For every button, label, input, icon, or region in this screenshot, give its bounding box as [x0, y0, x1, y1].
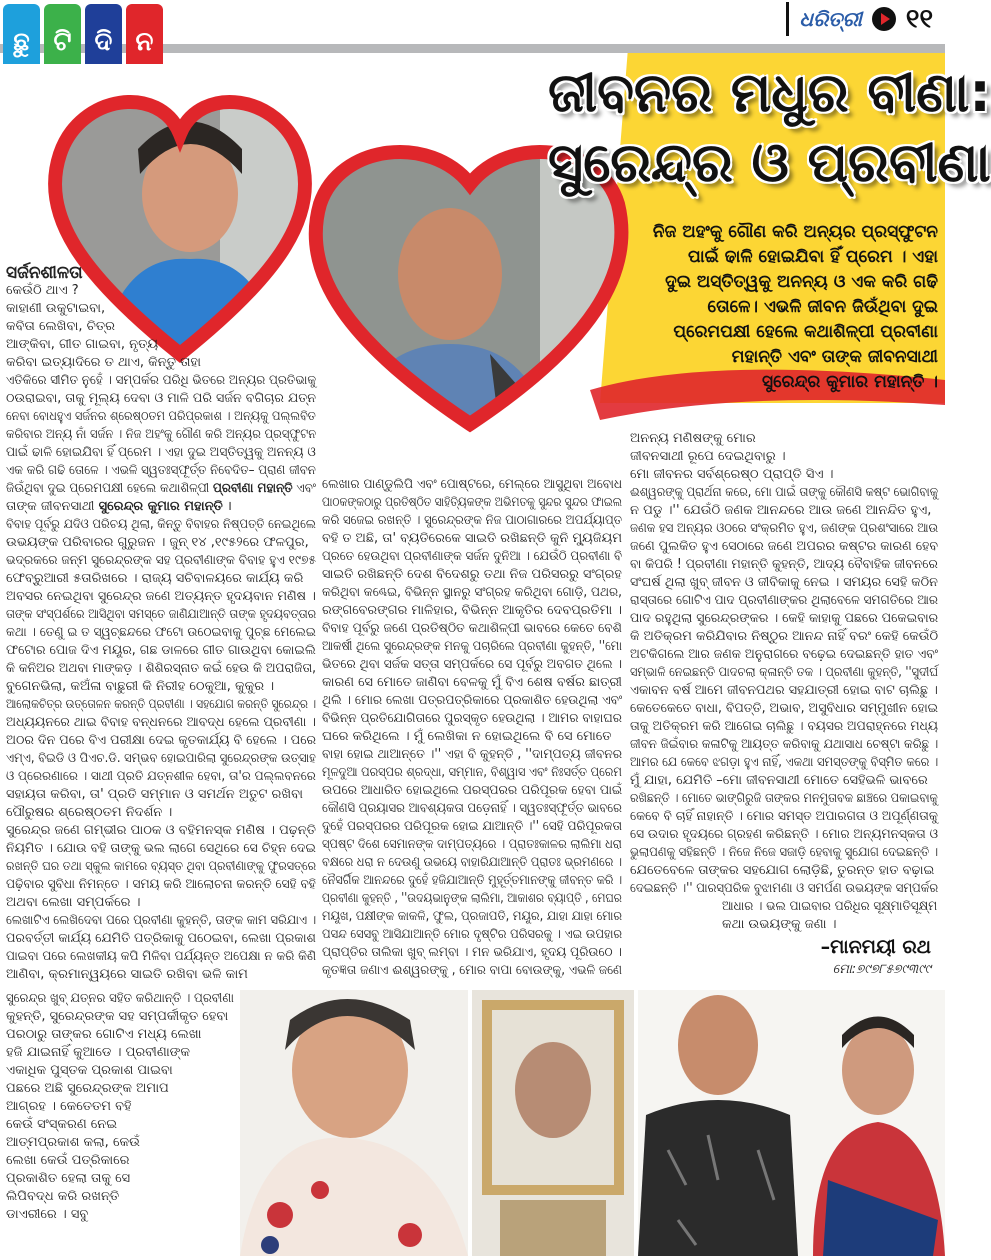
text-line: ବିଭିନ୍ନ ପ୍ରତିଯୋଗିତାରେ ପୁରସ୍କୃତ ହେଉଥିଲା । ଆମର ବାହାଘର: [322, 711, 622, 726]
standfirst: [620, 220, 938, 395]
text-line: ଏକାଧିକ ପୁସ୍ତକ ପ୍ରକାଶ ପାଇବା: [6, 1063, 173, 1078]
text-line: ଆମର ଯେ କେବେ ଝଗଡ଼ା ହୁଏ ନାହିଁ, ଏକଥା ସମସ୍ତଙ୍କୁ ବିସ୍ମିତ କରେ ।: [630, 755, 939, 770]
text-line: ଅନନ୍ୟ ମଣିଷଙ୍କୁ ମୋର: [630, 431, 756, 446]
text-line: ପାଦ ରହୁଥିଲା ସୁରେନ୍ଦ୍ରଙ୍କର । କେହି କାହାକୁ ପଛରେ ପକେଇବାର: [630, 611, 939, 626]
text-line: ବୁଗେନଭିଲା, କଅଁଳା ବାଛୁରୀ କି ନିରୀହ ଠେକୁଆ, କୁକୁର ।: [6, 679, 275, 694]
text-line: ପୌରୁଷର ଶ୍ରେଷ୍ଠତମ ନିଦର୍ଶନ ।: [6, 805, 173, 820]
text-line: ରାସ୍ତାରେ ଗୋଟିଏ ପାଦ ପ୍ରବୀଣାଙ୍କର ଥିଲାବେଳେ ସମଗତିରେ ଆର: [630, 593, 939, 608]
standfirst-line: ମହାନ୍ତି ଏବଂ ତାଙ୍କ ଜୀବନସାଥୀ: [731, 347, 938, 367]
standfirst-line: ପାଇଁ ଢାଳି ହୋଇଯିବା ହିଁ ପ୍ରେମ । ଏହା: [688, 247, 938, 267]
photo-frame-portrait: [472, 990, 634, 1256]
text-line: ପାଇଁ ଢାଳି ହୋଇଯିବା ହିଁ ପ୍ରେମ । ଏହା ଦୁଇ ଅସ୍ତିତ୍ୱକୁ ଅନନ୍ୟ ଓ: [6, 445, 316, 460]
text-line: କରିବାର ଅନ୍ୟ ନାଁ ସର୍ଜନ । ନିଜ ଅହଂକୁ ଗୌଣ କରି ଅନ୍ୟର ପ୍ରସ୍ଫୁଟନ: [6, 427, 317, 442]
text-line: ଆଣିବା, କ୍ରମାନ୍ୱୟରେ ସାଇତି ରଖିବା ଭଳି କାମ: [6, 967, 248, 982]
text-line: ଲେଖା କେଉଁ ପତ୍ରିକାରେ: [6, 1153, 130, 1168]
text-line: ଅଠର ଦିନ ପରେ ବିଏ ପରୀକ୍ଷା ଦେଇ କୃତକାର୍ଯ୍ୟ ବି ହେଲେ । ପରେ: [6, 733, 317, 748]
text-line: ପରବର୍ତ୍ତୀ କାର୍ଯ୍ୟ ଯେମିତି ପତ୍ରିକାକୁ ପଠେଇବା, ଲେଖା ପ୍ରକାଶ: [6, 931, 316, 946]
standfirst-line: ତୋଳେ। ଏଭଳି ଜୀବନ ଜିଉଁଥିବା ଦୁଇ: [707, 297, 938, 317]
text-line: କେଉଁ ସଂସ୍କରଣ ନେଇ: [6, 1117, 118, 1132]
text-line: ସୁରେନ୍ଦ୍ର ଖୁବ୍ ଯତ୍ନର ସହିତ କରିଥାନ୍ତି । ପ୍ରବୀଣା: [6, 991, 234, 1006]
text-line: କୁହନ୍ତି, ସୁରେନ୍ଦ୍ରଙ୍କ ସହ ସମ୍ପର୍କୀକୃତ ହେବା: [6, 1009, 229, 1024]
play-arrow-icon: [872, 7, 896, 31]
text-line: ପାଇବା ପରେ ଲେଖକୀୟ କପି ମିଳିବା ପର୍ଯ୍ୟନ୍ତ ଅପେକ୍ଷା ନ କରି କିଣି: [6, 949, 317, 964]
text-line: କି କନିଅର ଅଥବା ମାଙ୍କଡ଼ । ଶିଶିରସ୍ନାତ କଇଁ ହେଉ କି ଅପରାଜିତା,: [6, 661, 317, 676]
text-line: ମୁଁ ଯାହା, ଯେମିତି –ମୋ ଜୀବନସାଥୀ ମୋତେ ସେହିଭଳି ଭାବରେ: [630, 773, 928, 788]
text-line: ପ୍ରକାଶିତ ହେଲା ତାକୁ ସେ: [6, 1171, 131, 1186]
standfirst-line: ସୁରେନ୍ଦ୍ର କୁମାର ମହାନ୍ତି ।: [762, 372, 938, 392]
text-line: ଦେଇଛନ୍ତି ।'' ପାରସ୍ପରିକ ବୁଝାମଣା ଓ ସମର୍ପଣ ଉଭୟଙ୍କ ସମ୍ପର୍କର: [630, 881, 939, 896]
text-line: ଜୀବନ ଜିଇଁବାର କଳାଟିକୁ ଆୟତ୍ତ କରିବାକୁ ଯଥାସାଧ ଚେଷ୍ଟା କରିଛୁ ।: [630, 737, 939, 752]
text-line: ପ୍ରବୀଣା କୁହନ୍ତି , ''ଉଦୟଭାନୁଙ୍କ ଲାଲିମା, ଆକାଶର ବ୍ୟାପ୍ତି , ମେଘର: [322, 891, 622, 906]
text-line: ରଖିଛନ୍ତି । ମୋତେ ଭାଙ୍ଗିରୁଜି ତାଙ୍କର ମନମୁତାବକ ଛାଞ୍ଚରେ ପକାଇବାକୁ: [630, 791, 938, 806]
text-line: ଏତିକିରେ ସୀମିତ ନୁହେଁ । ସମ୍ପର୍କର ପରିଧି ଭିତରେ ଅନ୍ୟର ପ୍ରତିଭାକୁ: [6, 373, 317, 388]
standfirst-line: ନିଜ ଅହଂକୁ ଗୌଣ କରି ଅନ୍ୟର ପ୍ରସ୍ଫୁଟନ: [652, 222, 938, 242]
text-segment: ଜିଉଁଥିବା ଦୁଇ ପ୍ରେମପକ୍ଷୀ ହେଲେ କଥାଶିଳ୍ପୀ: [6, 481, 214, 496]
text-line: ସହାୟତା କରିବା, ତା' ପ୍ରତି ସମ୍ମାନ ଓ ସମର୍ଥନ ଅତୁଟ ରଖିବା: [6, 787, 303, 802]
section-letter: ଦି: [85, 4, 122, 64]
text-line: ଡାଏରୀରେ । ସବୁ: [6, 1207, 89, 1222]
text-line: ଏକ କରି ଗଢି ତୋଳେ । ଏଭଳି ସ୍ୱତଃସ୍ଫୂର୍ତ୍ତ ନିବେଦିତ– ପ୍ରାଣ ଜୀବନ: [6, 463, 316, 478]
brand-logo: ଧରିତ୍ରୀ: [799, 7, 862, 31]
text-line: ସର୍ଜନଶୀଳତା: [6, 263, 83, 283]
text-line: ଆଗ୍ରହ । କେତେତମ ବହି: [6, 1099, 132, 1114]
text-line: ସଂଘର୍ଷ ଥିଲା ଖୁବ୍ ଜୀବନ ଓ ଜୀବିକାକୁ ନେଇ । ସମୟର ସେହି କଠିନ: [630, 575, 938, 590]
text-line: ଆକର୍ଷୀ ଥିଲେ ସୁରେନ୍ଦ୍ରଙ୍କ ମନକୁ ପଚାରିଲେ ପ୍ରବୀଣା କୁହନ୍ତି, ''ମୋ: [322, 639, 622, 654]
text-line: ଉପରେ ଆଧାରିତ ହୋଇଥିଲେ ପରସ୍ପରର ପରିପୂରକ ହେବା ପାଇଁ: [322, 783, 623, 798]
standfirst-line: ପ୍ରେମପକ୍ଷୀ ହେଲେ କଥାଶିଳ୍ପୀ ପ୍ରବୀଣା: [673, 322, 938, 342]
text-line: ତାଙ୍କ ସଂସ୍ପର୍ଶରେ ଆସିଥିବା ସମସ୍ତେ ଜାଣିଯାଆନ୍ତି ତାଙ୍କ ହୃଦୟବତ୍ତାର: [6, 607, 317, 622]
text-line: ଆଧାର । ଭଲ ପାଇବାର ପରିଧିର ସୂକ୍ଷ୍ମାତିସୂକ୍ଷ୍ମ: [722, 899, 938, 914]
text-line: ଲିପିବଦ୍ଧ କରି ରଖନ୍ତି: [6, 1189, 120, 1204]
text-line: ଈଶ୍ୱରଙ୍କୁ ପ୍ରାର୍ଥନା କରେ, ମୋ ପାଇଁ ତାଙ୍କୁ କୌଣସି କଷ୍ଟ ଭୋଗିବାକୁ: [630, 485, 939, 500]
text-line: ଫଟୋର ପୋଜ ଦିଏ ମୟୂର, ଗଛ ଡାଳରେ ଗୀତ ଗାଉଥିବା କୋଇଲି: [6, 643, 316, 658]
text-line: କେଉଁଠି ଥାଏ ?: [6, 283, 79, 298]
text-line: ଜଣେ ପୁଲକିତ ହୁଏ ସେଠାରେ ଜଣେ ଅପରର କଷ୍ଟର କାରଣ ହେବ: [630, 539, 939, 554]
section-letter: ଛୁ: [3, 4, 40, 64]
text-line: ପଛରେ ଅଛି ସୁରେନ୍ଦ୍ରଙ୍କ ଅମାପ: [6, 1081, 169, 1096]
text-line: ପସନ୍ଦ ସେସବୁ ଆସିଯାଆନ୍ତି ମୋର ଦୃଷ୍ଟିର ପରିସରକୁ । ଏଇ ଉପହାର: [322, 927, 623, 942]
text-line: [6, 480, 316, 498]
headline-line: ସୁରେନ୍ଦ୍ର ଓ ପ୍ରବୀଣା: [548, 131, 991, 194]
newspaper-brand: [786, 2, 933, 36]
text-line: କରି ସଜେଇ ରଖନ୍ତି । ସୁରେନ୍ଦ୍ରଙ୍କ ନିଜ ପାଠାଗାରରେ ଅପର୍ଯ୍ୟାପ୍ତ: [322, 513, 622, 528]
text-segment: ଏବଂ: [292, 481, 316, 496]
bold-name: ପ୍ରବୀଣା ମହାନ୍ତି: [213, 481, 293, 496]
text-line: ସମ୍ଭାଳି ନେଇଛନ୍ତି ପାଦଚଲା କ୍ଳାନ୍ତି ତକ । ପ୍ରବୀଣା କୁହନ୍ତି, ''ସୁଦୀର୍ଘ: [630, 665, 939, 680]
photo-pravina-writing: [240, 990, 468, 1256]
text-line: ନିୟମିତ । ଯୋଉ ବହି ତାଙ୍କୁ ଭଲ ଲାଗେ ସେଥିରେ ସେ ଚିହ୍ନ ଦେଇ: [6, 841, 316, 856]
text-line: ଭିତରେ ଥିବା ସର୍ଜକ ସତ୍ତା ସମ୍ପର୍କରେ ସେ ପୂର୍ବରୁ ଅବଗତ ଥିଲେ ।: [322, 657, 623, 672]
article-column-left-tail: [6, 990, 258, 1224]
headline: [548, 58, 991, 198]
text-line: କୃତଜ୍ଞତା ଜଣାଏ ଈଶ୍ୱରଙ୍କୁ , ମୋର ବାପା ବୋଉଙ୍କୁ, ଏଭଳି ଜଣେ: [322, 963, 623, 978]
bold-name: ସୁରେନ୍ଦ୍ର କୁମାର ମହାନ୍ତି: [98, 499, 223, 514]
text-line: ଠଉରାଇବା, ତାକୁ ମୂଲ୍ୟ ଦେବା ଓ ମାଳି ପରି ସର୍ଜନ ବଗିଚାର ଯତ୍ନ: [6, 391, 317, 406]
text-line: ସେ ଉଦାର ହୃଦୟରେ ଗ୍ରହଣ କରିଛନ୍ତି । ମୋର ଅନ୍ୟମନସ୍କତା ଓ: [630, 827, 938, 842]
text-line: ଅବସର ନେଇଥିବା ସୁରେନ୍ଦ୍ର ଜଣେ ଅତ୍ୟନ୍ତ ହୃଦୟବାନ ମଣିଷ ।: [6, 589, 316, 604]
text-line: ଅଟକିଗଲେ ଆର ଜଣକ ଅନୁରାଗରେ ବଢ଼େଇ ଦେଇଛନ୍ତି ହାତ ଏବଂ: [630, 647, 938, 662]
text-line: ନ ପଡୁ ।'' ଯେଉଁଠି ଜଣକ ଆନନ୍ଦରେ ଆଉ ଜଣେ ଆନନ୍ଦିତ ହୁଏ,: [630, 503, 932, 518]
author-phone: ମୋ:୭୯୭୮୫୭୯୩୯୯: [832, 962, 931, 977]
text-line: କେତେକେତେ ବାଧା, ବିପତ୍ତି, ଅଭାବ, ଅସୁବିଧାର ସମ୍ମୁଖୀନ ହୋଇ: [630, 701, 939, 716]
text-line: ହଜି ଯାଇନାହିଁ କୁଆଡେ । ପ୍ରବୀଣାଙ୍କ: [6, 1045, 191, 1060]
text-line: ମୟୂଖ, ପକ୍ଷୀଙ୍କ କାକଳି, ଫୁଲ, ପ୍ରଜାପତି, ମୟୂର, ଯାହା ଯାହା ମୋର: [322, 909, 623, 924]
text-line: ମୋ ଜୀବନର ସର୍ବଶ୍ରେଷ୍ଠ ପ୍ରାପ୍ତି ସିଏ ।: [630, 467, 834, 482]
text-line: ଲେଖାଟିଏ ଲେଖିଦେବା ପରେ ପ୍ରବୀଣା କୁହନ୍ତି, ତାଙ୍କ କାମ ସରିଯାଏ ।: [6, 913, 317, 928]
text-line: କୌଣସି ପ୍ରୟାସର ଆବଶ୍ୟକତା ପଡ଼େନାହିଁ । ସ୍ୱତଃସ୍ଫୂର୍ତ୍ତ ଭାବରେ: [322, 801, 622, 816]
text-line: ଫେବ୍ରୁଆରୀ ୫ତାରିଖରେ । ରାଜ୍ୟ ସଚିବାଳୟରେ କାର୍ଯ୍ୟ କରି: [6, 571, 304, 586]
text-line: ବା କିପରି ! ପ୍ରବୀଣା ମହାନ୍ତି କୁହନ୍ତି, ଆଦ୍ୟ ବୈବାହିକ ଜୀବନରେ: [630, 557, 938, 572]
text-line: ସ୍ପଷ୍ଟ ଦିଶେ ସେମାନଙ୍କ ଦାମ୍ପତ୍ୟରେ । ପ୍ରାତଃକାଳର ଲାଲିମା ଧରା: [322, 837, 622, 852]
text-line: କେବେ ବି ଚାହିଁ ନାହାନ୍ତି । ମୋର ସମସ୍ତ ଅପାରଗତା ଓ ଅପୂର୍ଣ୍ଣତାକୁ: [630, 809, 938, 824]
text-line: ଆଲୋକଚିତ୍ର ଉତ୍ତୋଳନ କରନ୍ତି ପ୍ରବୀଣା । ସହଯୋଗ କରନ୍ତି ସୁରେନ୍ଦ୍ର ।: [6, 697, 317, 712]
text-line: ନୈସର୍ଗିକ ଆନନ୍ଦରେ ଦୁହେଁ ହଜିଯାଆନ୍ତି ମୁହୂର୍ତ୍ତମାନଙ୍କୁ ଜୀବନ୍ତ କରି ।: [322, 873, 623, 888]
text-line: କବିତା ଲେଖିବା, ଚିତ୍ର: [6, 319, 115, 334]
text-line: ବିବାହ ପୂର୍ବରୁ ଯଦିଓ ପରିଚୟ ଥିଲା, କିନ୍ତୁ ବିବାହର ନିଷ୍ପତ୍ତି ନେଇଥିଲେ: [6, 517, 316, 532]
text-line: ଅଥବା ଲେଖା ସମ୍ପର୍କରେ ।: [6, 895, 141, 910]
text-line: ଆତ୍ମପ୍ରକାଶ କଲା, କେଉଁ: [6, 1135, 140, 1150]
text-line: ଘରେ କରିଥିଲେ । ମୁଁ ଲେଖିକା ନ ହୋଇଥିଲେ ବି ସେ ମୋତେ: [322, 729, 612, 744]
text-line: ପ୍ରତେ ହେଉଥିବା ପ୍ରବୀଣାଙ୍କ ସର୍ଜନ ଦୁନିଆ । ଯେଉଁଠି ପ୍ରବୀଣା ବି: [322, 549, 623, 564]
photo-couple: [638, 990, 945, 1256]
text-line: କଥା । ତେଣୁ ଇ ତ ସ୍ୱଚ୍ଛନ୍ଦରେ ଫଟୋ ଉଠେଇବାକୁ ପୁଚ୍ଛ ମେଲେଇ: [6, 625, 316, 640]
text-line: ଯେତେବେଳେ ତାଙ୍କର ସହଯୋଗ ଲୋଡ଼ିଛି, ତୁରନ୍ତ ହାତ ବଢ଼ାଇ: [630, 863, 935, 878]
headline-line: ଜୀବନର ମଧୁର ବୀଣା:: [548, 61, 991, 124]
page-number: ୧୧: [905, 3, 933, 34]
article-intro: [6, 264, 201, 372]
text-line: ବହି ତ ଅଛି, ତା' ବ୍ୟତିରେକେ ସାଇତି ରଖିଛନ୍ତି କୁନି ମ୍ୟୁଜିୟମ: [322, 531, 622, 546]
text-line: ପଢ଼ିବାର ସୁବିଧା ନିମନ୍ତେ । ସମୟ କରି ଆଲୋଚନା କରନ୍ତି ସେହି ବହି: [6, 877, 316, 892]
text-line: ଭଦ୍ରକରେ ଜନ୍ମ ସୁରେନ୍ଦ୍ରଙ୍କ ସହ ପ୍ରବୀଣାଙ୍କ ବିବାହ ହୁଏ ୧୯୭୫: [6, 553, 317, 568]
text-line: ଏମ୍ଏ, ବିଇଡି ଓ ପିଏଚ.ଡି. ସମ୍ଭବ ହୋଇପାରିଲା ସୁରେନ୍ଦ୍ରଙ୍କ ଉତ୍ସାହ: [6, 751, 316, 766]
text-line: ବିବାହ ପୂର୍ବରୁ ଜଣେ ପ୍ରତିଷ୍ଠିତ କଥାଶିଳ୍ପୀ ଭାବରେ କେତେ ବେଶି: [322, 621, 622, 636]
text-line: ଦୁହେଁ ପରସ୍ପରର ପରିପୂରକ ହୋଇ ଯାଆନ୍ତି ।'' ସେହି ପରିପୂରକତା: [322, 819, 623, 834]
text-line: ନେବା ବୋଧହୁଏ ସର୍ଜନର ଶ୍ରେଷ୍ଠତମ ପରିପ୍ରକାଶ । ଅନ୍ୟକୁ ପଲ୍ଲବିତ: [6, 409, 316, 424]
section-letter: ଟି: [44, 4, 81, 64]
text-line: ବକ୍ଷରେ ଧରା ନ ଦେଉଣୁ ଉଭୟେ ବାହାରିଯାଆନ୍ତି ପ୍ରାତଃ ଭ୍ରମଣରେ ।: [322, 855, 623, 870]
text-line: ଓ ପ୍ରେରଣାରେ । ସାଥୀ ପ୍ରତି ଯତ୍ନଶୀଳ ହେବା, ତା'ର ପଲ୍ଲବନରେ: [6, 769, 316, 784]
text-line: କି ଅତିକ୍ରମ କରିଯିବାର ନିଷ୍ଠୁର ଆନନ୍ଦ ନାହିଁ ବରଂ କେହି କେଉଁଠି: [630, 629, 939, 644]
text-line: ଉଭୟଙ୍କ ପରିବାରର ଗୁରୁଜନ । ଜୁନ୍ ୧୪ ,୧୯୫୨ରେ ଫଳପୁର,: [6, 535, 309, 550]
text-line: ଏକାବନ ବର୍ଷ ଆମେ ଜୀବନପଥର ସହଯାତ୍ରୀ ହୋଇ ବାଟ ଚାଲିଛୁ ।: [630, 683, 938, 698]
text-line: ତାକୁ ଅତିକ୍ରମ କରି ଆଗେଇ ଚାଲିଛୁ । ବୟସର ଅପରାହ୍ନରେ ମଧ୍ୟ: [630, 719, 938, 734]
text-segment: ତାଙ୍କ ଜୀବନସାଥୀ: [6, 499, 99, 514]
divider: [786, 2, 789, 36]
text-line: ବାହା ହୋଇ ଥାଆନ୍ତେ ।'' ଏହା ବି କୁହନ୍ତି , ''ଦାମ୍ପତ୍ୟ ଜୀବନର: [322, 747, 623, 762]
text-line: ରଙ୍ଗବେରଙ୍ଗର ମାଳିହାର, ବିଭିନ୍ନ ଆକୃତିର ଦେବପ୍ରତିମା ।: [322, 603, 623, 618]
text-line: ପାଠକଙ୍କଠାରୁ ପ୍ରତିଷ୍ଠିତ ସାହିତ୍ୟିକଙ୍କ ଅଭିମତକୁ ସୁନ୍ଦର ସୁନ୍ଦର ଫାଇଲ: [322, 495, 623, 510]
text-line: ଜୀବନସାଥୀ ରୂପେ ଦେଇଥିବାରୁ ।: [630, 449, 786, 464]
text-line: ମୂଳଦୁଆ ପରସ୍ପର ଶ୍ରଦ୍ଧା, ସମ୍ମାନ, ବିଶ୍ୱାସ ଏବଂ ନିଃସର୍ତ୍ତ ପ୍ରେମ: [322, 765, 622, 780]
text-line: ଭୁଲାପଣକୁ ସହିଛନ୍ତି । ନିଜେ ନିଜେ ସଜାଡ଼ି ହେବାକୁ ସୁଯୋଗ ଦେଇଛନ୍ତି ।: [630, 845, 939, 860]
text-line: ଥିଲି । ମୋର ଲେଖା ପତ୍ରପତ୍ରିକାରେ ପ୍ରକାଶିତ ହେଉଥିଲା ଏବଂ: [322, 693, 623, 708]
section-letter: ନ: [126, 4, 163, 64]
text-line: ରଖନ୍ତି ଘର ତଥା ସ୍କୁଲ କାମରେ ବ୍ୟସ୍ତ ଥିବା ପ୍ରବୀଣାଙ୍କୁ ଫୁରସତ୍‌ରେ: [6, 859, 317, 874]
text-line: ପରଠାରୁ ତାଙ୍କର ଗୋଟିଏ ମଧ୍ୟ ଲେଖା: [6, 1027, 202, 1042]
text-line: [6, 498, 232, 516]
article-column-right: [630, 430, 986, 898]
article-column-right-tail: [722, 898, 957, 934]
text-line: ଅଧ୍ୟୟନରେ ଥାଇ ବିବାହ ବନ୍ଧନରେ ଆବଦ୍ଧ ହେଲେ ପ୍ରବୀଣା ।: [6, 715, 316, 730]
text-segment: ।: [222, 499, 232, 514]
text-line: କାରଣ ସେ ମୋତେ ଜାଣିବା ବେଳକୁ ମୁଁ ବିଏ ଶେଷ ବର୍ଷର ଛାତ୍ରୀ: [322, 675, 622, 690]
text-line: ସୁରେନ୍ଦ୍ର ଜଣେ ଗମ୍ଭୀର ପାଠକ ଓ ବହିମନସ୍କ ମଣିଷ । ପଢ଼ନ୍ତି: [6, 823, 316, 838]
standfirst-line: ଦୁଇ ଅସ୍ତିତ୍ୱକୁ ଅନନ୍ୟ ଓ ଏକ କରି ଗଢି: [665, 272, 938, 292]
text-line: ସାଇତି ରଖିଛନ୍ତି ଦେଶ ବିଦେଶରୁ ତଥା ନିଜ ପରିସରରୁ ସଂଗ୍ରହ: [322, 567, 622, 582]
text-line: କଥା ଉଭୟଙ୍କୁ ଜଣା ।: [722, 917, 837, 932]
text-line: କାହାଣୀ ଉକୁଟାଇବା,: [6, 301, 106, 316]
text-line: ଲେଖାର ପାଣ୍ଡୁଲିପି ଏବଂ ପୋଷ୍ଟରେ, ମେଲ୍‌ରେ ଆସୁଥିବା ଅବୋଧ: [322, 477, 623, 492]
text-line: ପ୍ରାପ୍ତିର ତାଲିକା ଖୁବ୍ ଲମ୍ବା । ମନ ଭରିଯାଏ, ହୃଦୟ ପୂରିଉଠେ ।: [322, 945, 622, 960]
text-line: କରିଥିବା କଣ୍ଢେଇ, ବିଭିନ୍ନ ସ୍ଥାନରୁ ସଂଗ୍ରହ କରିଥିବା ଗୋଡ଼ି, ପଥର,: [322, 585, 623, 600]
text-line: ଆଙ୍କିବା, ଗୀତ ଗାଇବା, ନୃତ୍ୟ: [6, 337, 159, 352]
text-line: କରିବା ଇତ୍ୟାଦିରେ ତ ଥାଏ, କିନ୍ତୁ ତାହା: [6, 355, 201, 370]
author-byline: –ମାନମୟୀ ରଥ: [820, 936, 931, 958]
text-line: ଜଣକ ହସ ଅନ୍ୟର ଓଠରେ ସଂକ୍ରମିତ ହୁଏ, ଜଣଙ୍କ ପ୍ରଶଂସାରେ ଆଉ: [630, 521, 939, 536]
